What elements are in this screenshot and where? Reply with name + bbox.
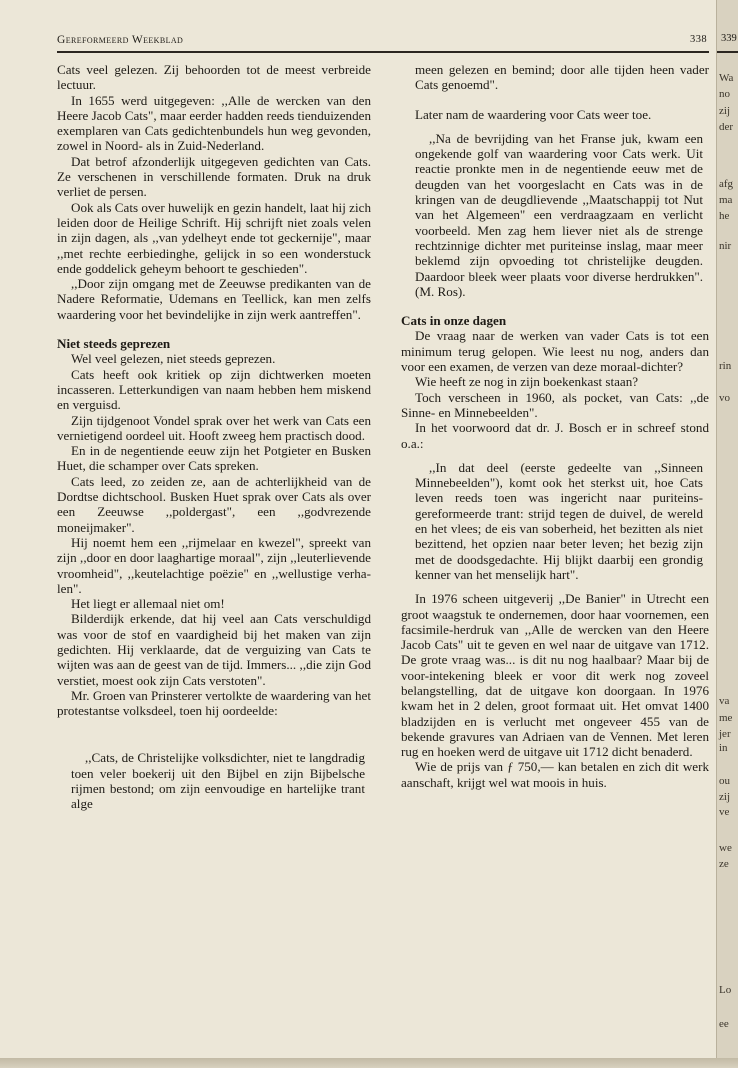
paragraph: Hij noemt hem een ,,rijmelaar en kwezel", spreekt van zijn ,,door en door laaghartige moraal", zijn ,,leuterlievende vroomheid", ,,keutelachtige poëzie" en ,,wellustige verhalen". — [57, 534, 371, 596]
header-rule — [57, 51, 709, 53]
next-page-text-fragment: der — [719, 121, 734, 133]
next-page-text-fragment: ze — [719, 858, 729, 870]
next-page-text-fragment: ou — [719, 775, 730, 787]
next-page-text-fragment: zij — [719, 791, 730, 803]
block-quote: ,,Na de bevrijding van het Franse juk, kwam een ongekende golf van waardering voor Cats werk. Uit reactie pronkte men in de negentiende eeuw met de deugden van het voorgeslacht en Cats was in de kringen van de deugdlievende ,,Maatschappij tot Nut van het Algemeen" een verdraagzaam en verlicht voorbeeld. Men zag hem liever niet als de strenge rechtzinnige dichter met puriteinse inslag, maar meer beklemd zijn opvoeding tot christelijke deugden. Daardoor bleek weer plaats voor diverse herdrukken". (M. Ros). — [415, 130, 703, 299]
next-page-text-fragment: jer — [719, 728, 731, 740]
block-quote: ,,Cats, de Christelijke volksdichter, niet te langdradig toen veler boekerij uit den Bijbel en zijn Bijbelsche rijmen bestond; om zijn eenvoudige en hartelijke trant alge — [71, 750, 365, 812]
journal-title: Gereformeerd Weekblad — [57, 34, 184, 46]
section-heading: Niet steeds geprezen — [57, 336, 171, 352]
paragraph: Bilderdijk erkende, dat hij veel aan Cats verschuldigd was voor de stof en vaardigheid bij het maken van zijn gedichten. Hij verklaarde, dat de verguizing van Cats te wijten was aan de geest van de tijd. Immers... ,,die zijn God verstiet, moest ook zijn Cats verstoten". — [57, 611, 371, 688]
page-shadow — [0, 1058, 738, 1068]
next-page-text-fragment: ee — [719, 1018, 729, 1030]
next-page-text-fragment: ma — [719, 194, 733, 206]
next-page-edge — [716, 0, 738, 1058]
next-page-text-fragment: afg — [719, 178, 734, 190]
left-column — [57, 62, 371, 812]
next-page-text-fragment: no — [719, 88, 730, 100]
paragraph: De vraag naar de werken van vader Cats is tot een minimum terug gelopen. Wie leest nu nog, anders dan voor een examen, de verzen van deze moraal-dichter? — [401, 328, 709, 375]
paragraph: Ook als Cats over huwelijk en gezin handelt, laat hij zich leiden door de Heilige Schrift. Hij schrijft niet zoals velen in zijn dagen, als ,,van ydelheyt ende tot geckernije", maar ,,met rechte eerbiedinghe, gelijck in so een wonderstuck ende goddelick geheym behoort te geschieden". — [57, 199, 371, 276]
paragraph: Wie de prijs van ƒ 750,— kan betalen en zich dit werk aanschaft, krijgt wel wat moois in huis. — [401, 759, 709, 790]
next-page-text-fragment: Lo — [719, 984, 732, 996]
next-page-text-fragment: he — [719, 210, 730, 222]
paragraph: Cats leed, zo zeiden ze, aan de achterlijkheid van de Dordtse dichtschool. Busken Huet sprak over Cats als over een Zeeuwse ,,poldergast", een ,,godvrezende moneijmaker". — [57, 473, 371, 535]
block-quote-continued: meen gelezen en bemind; door alle tijden heen vader Cats genoemd". — [415, 62, 709, 93]
paragraph: Wel veel gelezen, niet steeds geprezen. — [71, 351, 276, 367]
page-number: 338 — [690, 34, 707, 45]
paragraph: ,,Door zijn omgang met de Zeeuwse predikanten van de Nadere Reformatie, Udemans en Teellick, kan men zelfs waardering voor het bevindelijke in zijn werk aantreffen". — [57, 276, 371, 322]
paragraph: Wie heeft ze nog in zijn boekenkast staan? — [415, 374, 639, 390]
next-page-text-fragment: in — [719, 742, 728, 754]
next-page-text-fragment: Wa — [719, 72, 734, 84]
block-quote: ,,In dat deel (eerste gedeelte van ,,Sinneen Minnebeelden"), komt ook het sterkst uit, hoe Cats leven reeds toen was ingericht naar puriteins-gereformeerde trant: strijd tegen de duivel, de wereld en het vlees; de eis van soberheid, het bezitten als niet bezittend, het opzien naar beter leven; het bezig zijn met de doodsgedachte. Hij blijkt daarbij een grondig kenner van het menselijk hart". — [415, 459, 703, 582]
paragraph: In het voorwoord dat dr. J. Bosch er in schreef stond o.a.: — [401, 420, 709, 451]
next-page-text-fragment: ve — [719, 806, 730, 818]
next-page-text-fragment: vo — [719, 392, 730, 404]
paragraph: In 1976 scheen uitgeverij ,,De Banier" in Utrecht een groot waagstuk te ondernemen, door haar voornemen, een facsimile-herdruk van ,,Alle de wercken van den Heere Jacob Cats" uit te geven en wel naar de uitgave van 1712. De grote vraag was... is dit nu nog haalbaar? Maar bij de voor-intekening bleek er voor dit werk nog zoveel belangstelling, dat de uitgave kon doorgaan. In 1976 kwam het in 2 delen, groot formaat uit. Het omvat 1400 bladzijden en is verlucht met ongeveer 455 van de bekende gravures van Adriaen van de Vennen. Met leren rug en hoeken werd de uitgave uit 1712 dicht benaderd. — [401, 591, 709, 760]
next-page-text-fragment: rin — [719, 360, 732, 372]
next-page-text-fragment: zij — [719, 105, 730, 117]
paragraph: Mr. Groen van Prinsterer vertolkte de waardering van het protestantse volksdeel, toen hij oordeelde: — [57, 687, 371, 719]
next-page-number: 339 — [721, 33, 737, 44]
running-header — [57, 30, 707, 50]
next-page-text-fragment: va — [719, 695, 730, 707]
right-column — [401, 62, 709, 790]
paragraph: Cats veel gelezen. Zij behoorden tot de meest verbreide lectuur. — [57, 62, 371, 93]
paragraph: Zijn tijdgenoot Vondel sprak over het werk van Cats een vernietigend oordeel uit. Hooft zweeg hem practisch dood. — [57, 412, 371, 443]
paragraph: Het liegt er allemaal niet om! — [71, 596, 225, 612]
paragraph: En in de negentiende eeuw zijn het Potgieter en Busken Huet, die schamper over Cats spreken. — [57, 443, 371, 474]
paragraph: Later nam de waardering voor Cats weer toe. — [415, 106, 652, 122]
paragraph: Cats heeft ook kritiek op zijn dichtwerken moeten incasseren. Letterkundigen van naam hebben hem miskend en verguisd. — [57, 366, 371, 413]
paragraph: Dat betrof afzonderlijk uitgegeven gedichten van Cats. Ze verschenen in verschillende formaten. Druk na druk verliet de persen. — [57, 153, 371, 200]
paragraph: In 1655 werd uitgegeven: ,,Alle de wercken van den Heere Jacob Cats", maar eerder hadden reeds tienduizenden exemplaren van Cats gedichtenbundels hun weg gevonden, zowel in Noord- als in Zuid-Nederland. — [57, 92, 371, 154]
header-rule — [717, 51, 738, 53]
next-page-text-fragment: me — [719, 712, 733, 724]
section-heading: Cats in onze dagen — [401, 313, 507, 329]
paragraph: Toch verscheen in 1960, als pocket, van Cats: ,,de Sinne- en Minnebeelden". — [401, 389, 709, 420]
next-page-text-fragment: we — [719, 842, 732, 854]
next-page-text-fragment: nir — [719, 240, 732, 252]
